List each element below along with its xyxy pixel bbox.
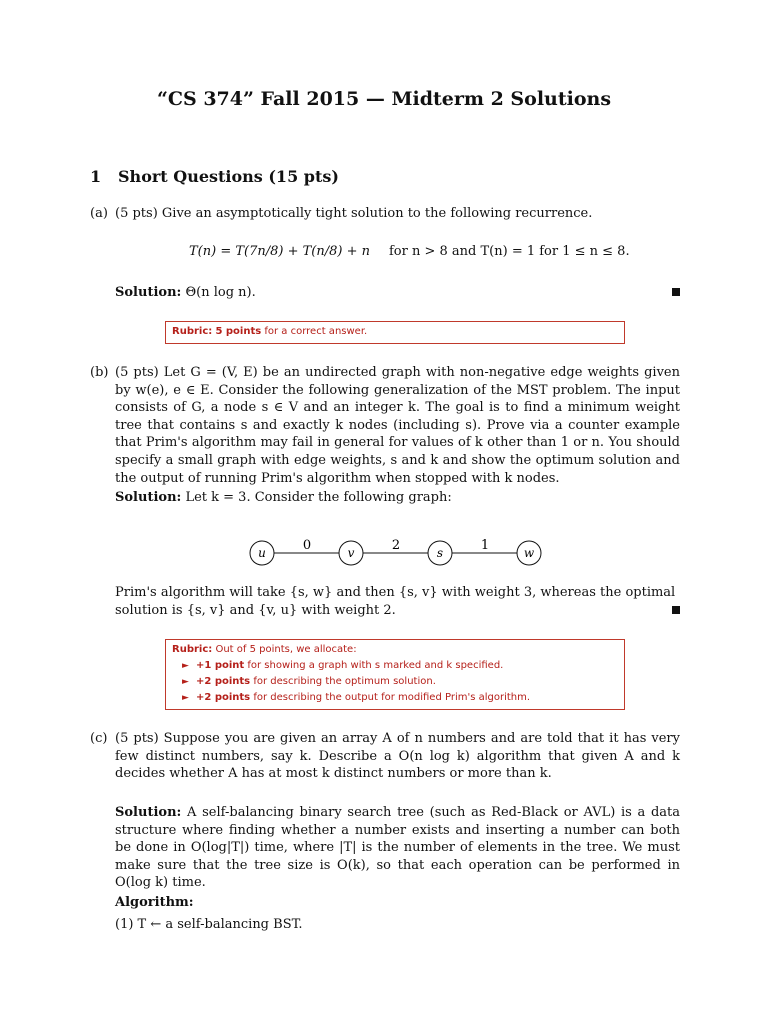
rubric-b-item-points: +2 points [196,676,251,687]
edge-weight-u-v: 0 [302,538,312,553]
node-v-label: v [347,546,355,560]
page-title: “CS 374” Fall 2015 — Midterm 2 Solutions [156,88,612,110]
question-b-text: (5 pts) Let G = (V, E) be an undirected graph with non-negative edge weights given by w(e), e ∈ E. Consider the following generalization of the MST problem. The input consists of G, a node s ∈ V and an integer k. The goal is to find a minimum weight tree that contains s and exactly k nodes (including s). Prove via a counter example that Prim's algorithm may fail in general for values of k other than 1 or n. You should specify a small graph with edge weights, s and k and show the optimum solution and the output of running Prim's algorithm when stopped with k nodes. [115,365,680,486]
node-w-label: w [523,546,535,560]
rubric-b-item-text: for showing a graph with s marked and k specified. [244,660,504,671]
rubric-b-item [182,674,618,690]
question-a [90,205,680,223]
counterexample-graph [240,533,550,573]
rubric-a-points: 5 points [215,326,262,337]
algorithm-heading: Algorithm: [115,895,194,910]
qed-square-icon [672,288,680,296]
node-s-label: s [436,546,444,560]
section-label: Short Questions (15 pts) [118,167,339,186]
question-c [90,730,680,783]
solution-c [115,804,680,892]
recurrence-formula: T(n) = T(7n/8) + T(n/8) + n [189,244,370,259]
rubric-b-head: Rubric: [172,644,213,655]
rubric-b-list [172,658,618,706]
question-b [90,364,680,487]
qed-square-icon [672,606,680,614]
recurrence-condition: for n > 8 and T(n) = 1 for 1 ≤ n ≤ 8. [389,244,630,259]
triangle-bullet-icon: ► [182,661,189,671]
triangle-bullet-icon: ► [182,677,189,687]
triangle-bullet-icon: ► [182,693,189,703]
question-c-label: (c) [90,731,108,746]
rubric-b-intro: Out of 5 points, we allocate: [215,644,357,655]
recurrence-equation [189,244,630,259]
edge-weight-v-s: 2 [391,538,401,553]
rubric-a [165,321,625,344]
solution-b-label: Solution: [115,490,182,505]
question-b-label: (b) [90,365,109,380]
explanation-b [115,584,680,619]
rubric-b-item [182,690,618,706]
rubric-b-item [182,658,618,674]
section-number: 1 [90,167,102,186]
question-c-text: (5 pts) Suppose you are given an array A of n numbers and are told that it has very few distinct numbers, say k. Describe a O(n log k) algorithm that given A and k decides whether A has at most k distinct numbers or more than k. [115,731,680,782]
rubric-b-item-points: +1 point [196,660,245,671]
question-a-label: (a) [90,206,108,221]
rubric-b-item-points: +2 points [196,692,251,703]
rubric-a-text: for a correct answer. [261,326,368,337]
node-u-label: u [258,546,266,560]
solution-c-text: A self-balancing binary search tree (such as Red-Black or AVL) is a data structure where finding whether a number exists and inserting a number can both be done in O(log|T|) time, where |T| is the number of elements in the tree. We must make sure that the tree size is O(k), so that each operation can be performed in O(log k) time. [115,805,680,891]
explanation-b-text: Prim's algorithm will take {s, w} and then {s, v} with weight 3, whereas the optimal solution is {s, v} and {v, u} with weight 2. [115,585,676,618]
rubric-b-item-text: for describing the optimum solution. [250,676,436,687]
solution-a-label: Solution: [115,285,182,300]
solution-c-label: Solution: [115,805,182,820]
solution-a-text: Θ(n log n). [185,285,256,300]
rubric-b [165,639,625,710]
edge-weight-s-w: 1 [480,538,490,553]
section-heading [90,167,339,186]
question-a-text: (5 pts) Give an asymptotically tight solution to the following recurrence. [115,206,593,221]
rubric-a-head: Rubric: [172,326,213,337]
solution-a [115,284,680,302]
solution-b [115,489,680,507]
solution-b-text: Let k = 3. Consider the following graph: [185,490,452,505]
algorithm-step-1: (1) T ← a self-balancing BST. [115,917,303,932]
rubric-b-item-text: for describing the output for modified Prim's algorithm. [250,692,531,703]
